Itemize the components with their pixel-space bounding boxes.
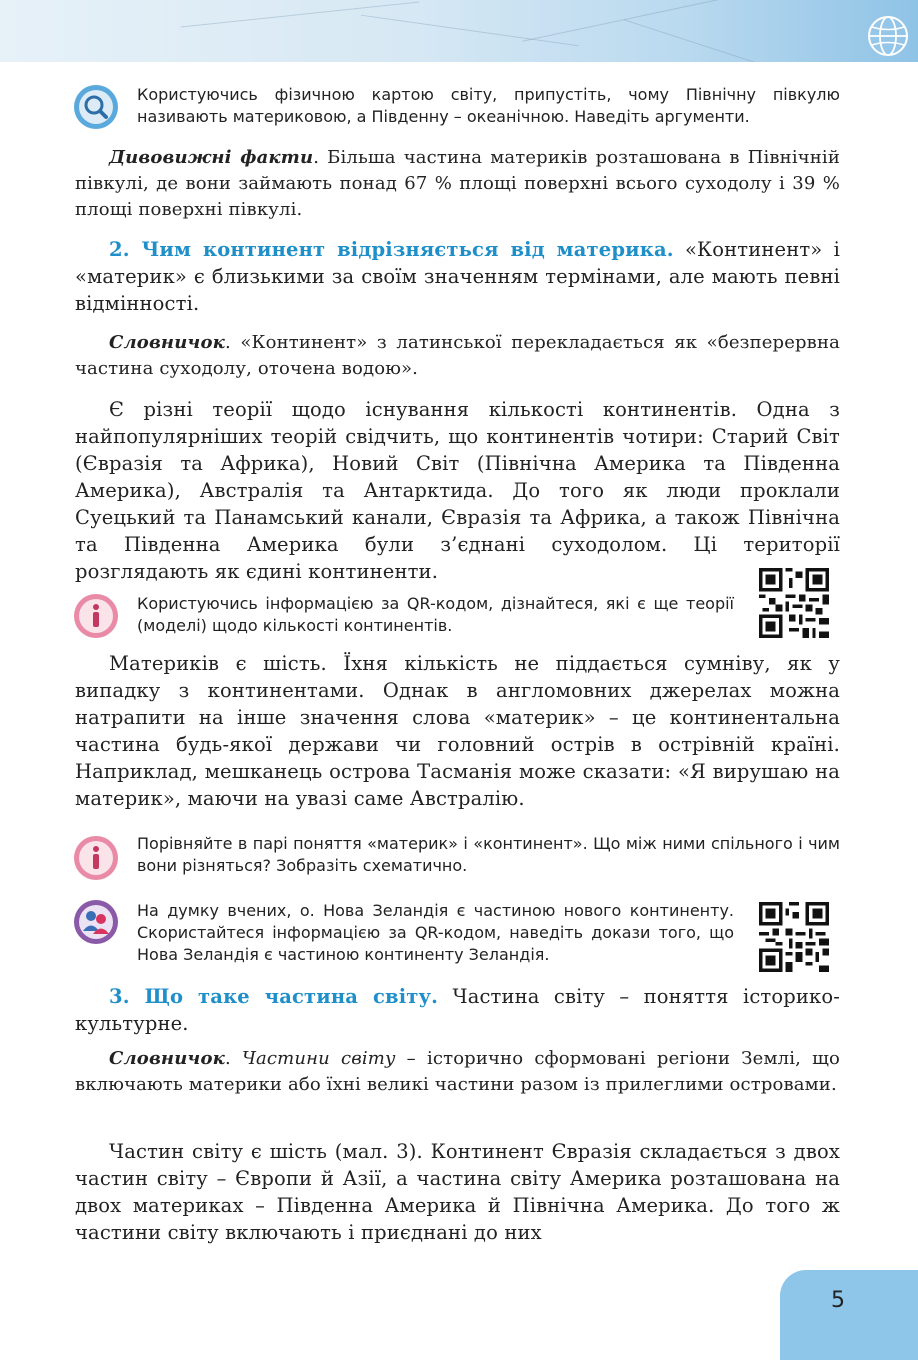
task-compare: Порівняйте в парі поняття «материк» і «континент». Що між ними спільного і чим вони різняться? Зобразіть схематично. bbox=[137, 834, 840, 875]
glossary-text: – історично сформовані регіони Землі, що включають материки або їхні великі частини разом із прилеглими островами. bbox=[75, 1048, 840, 1095]
task-zealandia: На думку вчених, о. Нова Зеландія є частиною нового континенту. Скористайтеся інформацією за QR-кодом, наведіть докази того, що Нова Зеландія є частиною континенту Зеландія. bbox=[137, 901, 734, 964]
section-3 bbox=[75, 983, 840, 1037]
amazing-facts bbox=[75, 145, 840, 223]
header-band bbox=[0, 0, 918, 62]
globe-icon bbox=[866, 14, 910, 58]
section-2-heading: 2. Чим континент відрізняється від материка. bbox=[109, 238, 674, 261]
qr-code[interactable] bbox=[759, 902, 829, 972]
facts-text: . Більша частина материків розташована в Північній півкулі, де вони займають понад 67 % площі поверхні всього суходолу і 39 % площі поверхні півкулі. bbox=[75, 147, 840, 220]
glossary-continent bbox=[75, 330, 840, 382]
glossary-parts-of-world: Словничок. Частини світу – історично сформовані регіони Землі, що включають материки або їхні великі частини разом із прилеглими островами. bbox=[75, 1048, 840, 1095]
qr-code[interactable] bbox=[759, 568, 829, 638]
parts-paragraph: Частин світу є шість (мал. 3). Континент Євразія складається з двох частин світу – Європи й Азії, а частина світу Америка розташована на двох материках – Південна Америка й Північна Америка. До того ж частини світу включають і приєднані до них bbox=[75, 1140, 840, 1244]
section-2 bbox=[75, 236, 840, 317]
info-icon bbox=[73, 835, 119, 881]
section-3-text: Частина світу – поняття історико-культурне. bbox=[75, 985, 840, 1035]
theories-paragraph: Є різні теорії щодо існування кількості континентів. Одна з найпопулярніших теорій свідчить, що континентів чотири: Старий Світ (Євразія та Африка), Новий Світ (Північна Америка та Південна Америка), Австралія та Антарктида. До того як люди проклали Суецький та Панамський канали, Євразія та Африка, а також Північна та Південна Америка були з’єднані суходолом. Ці території розглядають як єдині континенти. bbox=[75, 398, 840, 583]
page-number-tab bbox=[780, 1270, 918, 1360]
section-3-heading: 3. Що таке частина світу. bbox=[109, 985, 439, 1008]
magnifier-icon bbox=[73, 84, 119, 130]
page-number: 5 bbox=[831, 1288, 845, 1313]
facts-label: Дивовижні факти bbox=[109, 147, 314, 168]
mainlands-paragraph: Материків є шість. Їхня кількість не піддається сумніву, як у випадку з континентами. Однак в англомовних джерелах можна натрапити на інше значення слова «материк» – це континентальна частина будь-якої держави чи головний острів в острівній країні. Наприклад, мешканець острова Тасманія може сказати: «Я вирушаю на материк», маючи на увазі саме Австралію. bbox=[75, 652, 840, 810]
task-qr-theories: Користуючись інформацією за QR-кодом, дізнайтеся, які є ще теорії (моделі) щодо кількості континентів. bbox=[137, 594, 734, 635]
glossary-text: . «Континент» з латинської перекладається як «безперервна частина суходолу, оточена водою». bbox=[75, 332, 840, 379]
group-icon bbox=[73, 899, 119, 945]
section-2-text: «Континент» і «материк» є близькими за своїм значенням термінами, але мають певні відмінності. bbox=[75, 238, 841, 315]
task-physical-map: Користуючись фізичною картою світу, припустіть, чому Північну півкулю називають материковою, а Південну – океанічною. Наведіть аргументи. bbox=[137, 85, 840, 126]
glossary-label: Словничок bbox=[109, 1048, 225, 1069]
glossary-term: Частини світу bbox=[241, 1048, 396, 1069]
glossary-label: Словничок bbox=[109, 332, 225, 353]
info-icon bbox=[73, 593, 119, 639]
